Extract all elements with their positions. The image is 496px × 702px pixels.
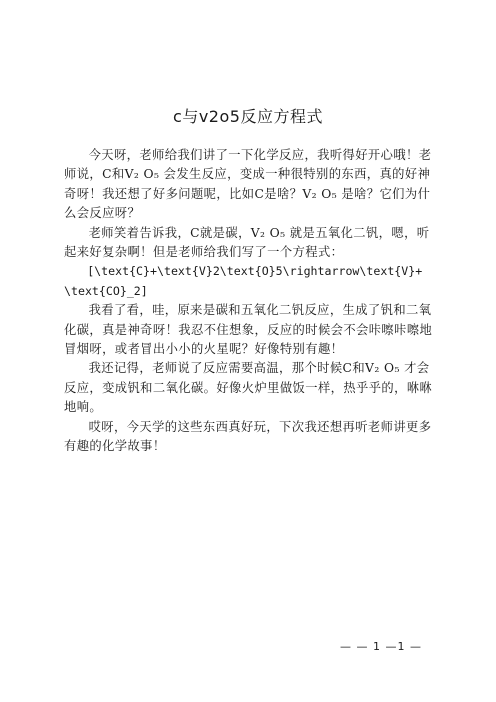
paragraph-conclusion: 哎呀，今天学的这些东西真好玩，下次我还想再听老师讲更多有趣的化学故事！ [64,419,432,454]
paragraph-explanation: 老师笑着告诉我，C就是碳，V₂ O₅ 就是五氧化二钒，嗯，听起来好复杂啊！但是老师给我们写了一个方程式： [64,225,430,260]
equation-text: [\text{C}+\text{V}2\text{O}5\rightarrow\text{V}+\text{CO}_2] [64,264,423,298]
document-body [64,146,434,457]
paragraph-temperature: 我还记得，老师说了反应需要高温，那个时候C和V₂ O₅ 才会反应，变成钒和二氧化碳。好像火炉里做饭一样，热乎乎的，咻咻地响。 [64,361,433,415]
document-title: c与v2o5反应方程式 [173,107,323,126]
page-number: — — 1 —1 — [340,640,422,653]
paragraph-reaction: 我看了看，哇，原来是碳和五氧化二钒反应，生成了钒和二氧化碳，真是神奇呀！我忍不住想象，反应的时候会不会咔嚓咔嚓地冒烟呀，或者冒出小小的火星呢？好像特别有趣！ [64,303,433,357]
paragraph-intro: 今天呀，老师给我们讲了一下化学反应，我听得好开心哦！老师说，C和V₂ O₅ 会发生反应，变成一种很特别的东西，真的好神奇呀！我还想了好多问题呢，比如C是啥？V₂ O₅ 是啥？它们为什么会反应呀？ [64,148,432,221]
